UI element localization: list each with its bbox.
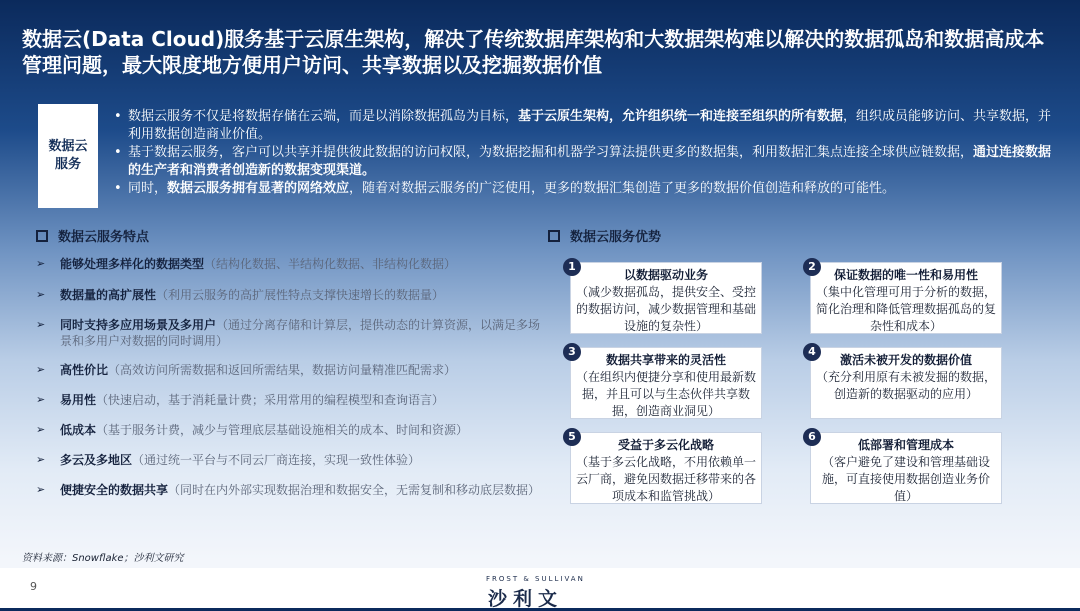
arrow-bullet-icon: ➢ [36,393,46,406]
arrow-bullet-icon: ➢ [36,318,46,331]
feature-item: ➢ 数据量的高扩展性（利用云服务的高扩展性特点支撑快速增长的数据量） [36,288,445,302]
feature-item: ➢ 易用性（快速启动，基于消耗量计费；采用常用的编程模型和查询语言） [36,393,445,407]
number-badge: 3 [563,343,581,361]
page-title: 数据云(Data Cloud)服务基于云原生架构，解决了传统数据库架构和大数据架构难以解决的数据孤岛和数据高成本管理问题，最大限度地方便用户访问、共享数据以及挖掘数据价值 [22,27,1045,77]
number-badge: 1 [563,258,581,276]
advantage-card-3: 数据共享带来的灵活性 （在组织内便捷分享和使用最新数据，并且可以与生态伙伴共享数据，创造商业洞见） [570,347,762,419]
brand-logo: 沙利文 [488,588,564,610]
feature-item: ➢ 多云及多地区（通过统一平台与不同云厂商连接，实现一致性体验） [36,453,421,467]
feature-item: ➢ 高性价比（高效访问所需数据和返回所需结果，数据访问量精准匹配需求） [36,363,457,377]
number-badge: 6 [803,428,821,446]
arrow-bullet-icon: ➢ [36,453,46,466]
brand-english: FROST & SULLIVAN [486,575,585,583]
number-badge: 2 [803,258,821,276]
intro-bullet-3: • 同时，数据云服务拥有显著的网络效应，随着对数据云服务的广泛使用，更多的数据汇集创造了更多的数据价值创造和释放的可能性。 [110,180,1060,198]
feature-item: ➢ 能够处理多样化的数据类型（结构化数据、半结构化数据、非结构化数据） [36,257,457,271]
feature-item: ➢ 便捷安全的数据共享（同时在内外部实现数据治理和数据安全，无需复制和移动底层数据） [36,483,541,497]
number-badge: 4 [803,343,821,361]
section-label-text: 数据云服务 [48,139,88,172]
advantage-card-1: 以数据驱动业务 （减少数据孤岛，提供安全、受控的数据访问，减少数据管理和基础设施的复杂性） [570,262,762,334]
source-note: 资料来源：Snowflake；沙利文研究 [22,553,184,564]
arrow-bullet-icon: ➢ [36,363,46,376]
advantage-card-4: 激活未被开发的数据价值 （充分利用原有未被发掘的数据，创造新的数据驱动的应用） [810,347,1002,419]
number-badge: 5 [563,428,581,446]
intro-bullet-2: • 基于数据云服务，客户可以共享并提供彼此数据的访问权限，为数据挖掘和机器学习算法提供更多的数据集，利用数据汇集点连接全球供应链数据，通过连接数据的生产者和消费者创造新的数据变现渠道。 [110,144,1060,180]
advantage-card-6: 低部署和管理成本 （客户避免了建设和管理基础设施，可直接使用数据创造业务价值） [810,432,1002,504]
advantages-heading: 数据云服务优势 [548,229,661,247]
arrow-bullet-icon: ➢ [36,423,46,436]
arrow-bullet-icon: ➢ [36,483,46,496]
feature-item: ➢ 同时支持多应用场景及多用户（通过分离存储和计算层，提供动态的计算资源，以满足多场景和多用户对数据的同时调用） [36,318,541,348]
advantage-card-2: 保证数据的唯一性和易用性 （集中化管理可用于分析的数据，简化治理和降低管理数据孤岛的复杂性和成本） [810,262,1002,334]
square-bullet-icon [36,230,48,242]
arrow-bullet-icon: ➢ [36,257,46,270]
page-number: 9 [30,580,37,593]
feature-item: ➢ 低成本（基于服务计费，减少与管理底层基础设施相关的成本、时间和资源） [36,423,469,437]
intro-bullet-1: • 数据云服务不仅是将数据存储在云端，而是以消除数据孤岛为目标，基于云原生架构，允许组织统一和连接至组织的所有数据，组织成员能够访问、共享数据，并利用数据创造商业价值。 [110,108,1060,144]
square-bullet-icon [548,230,560,242]
arrow-bullet-icon: ➢ [36,288,46,301]
advantage-card-5: 受益于多云化战略 （基于多云化战略，不用依赖单一云厂商，避免因数据迁移带来的各项成本和监管挑战） [570,432,762,504]
features-heading: 数据云服务特点 [36,229,149,247]
intro-bullets [110,108,1060,198]
section-label [38,104,98,208]
